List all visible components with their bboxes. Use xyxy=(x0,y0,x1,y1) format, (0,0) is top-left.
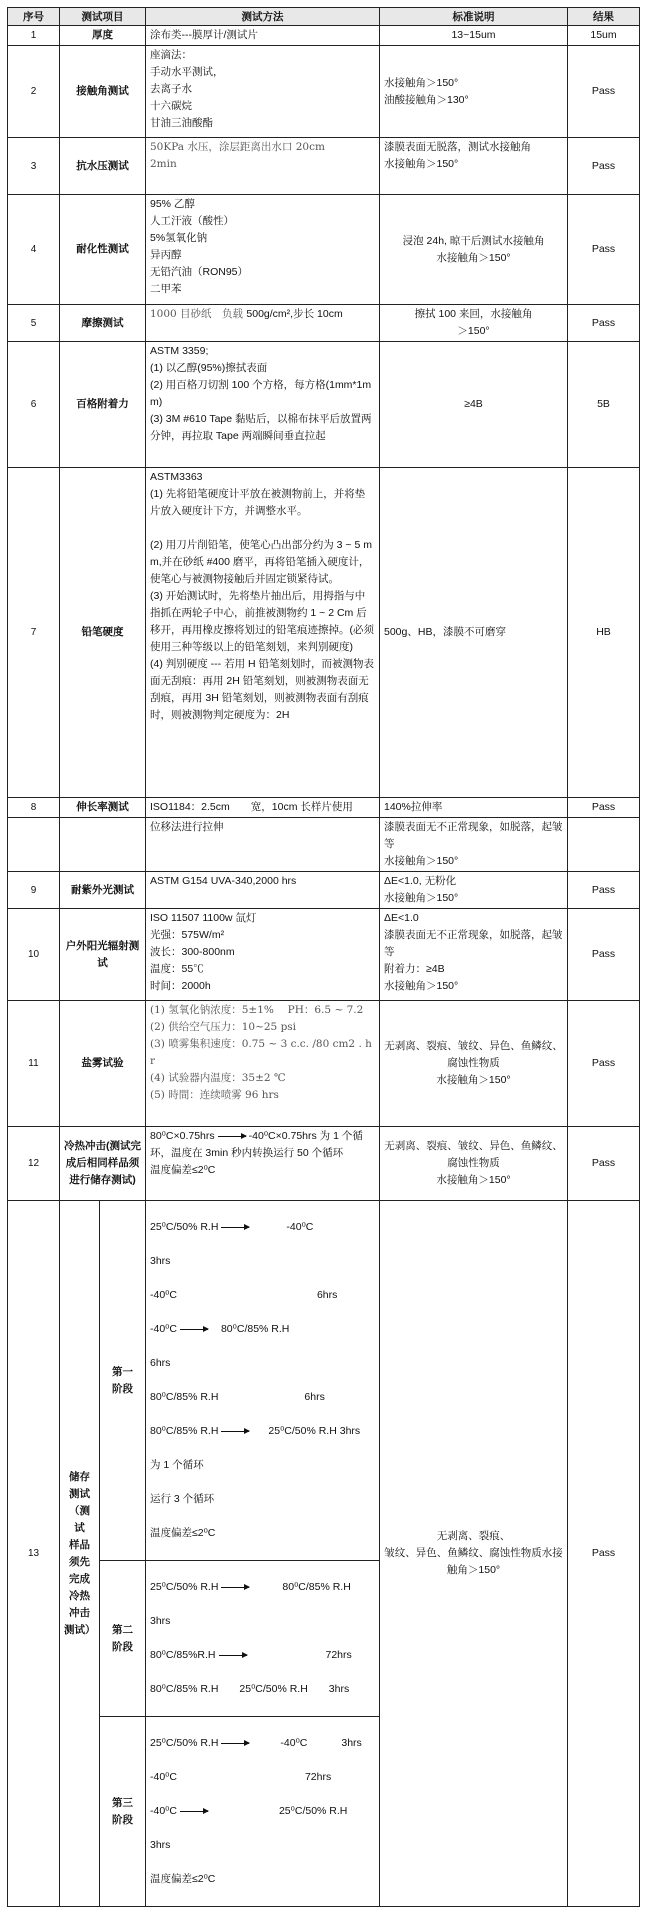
row-number: 13 xyxy=(8,1201,60,1907)
test-item: 户外阳光辐射测试 xyxy=(60,909,146,1001)
test-method: 座滴法： 手动水平测试， 去离子水 十六碳烷 甘油三油酸酯 xyxy=(146,46,380,138)
test-report-table xyxy=(7,7,639,1907)
phase-label: 第一 阶段 xyxy=(100,1201,146,1561)
test-standard: ΔE<1.0 漆膜表面无不正常现象，如脱落，起皱等 附着力：≥4B 水接触角＞150° xyxy=(380,909,568,1001)
table-row xyxy=(8,468,640,798)
test-item xyxy=(60,818,146,872)
table-row xyxy=(8,818,640,872)
test-standard: 140%拉伸率 xyxy=(380,798,568,818)
test-method xyxy=(146,1561,380,1717)
header-item: 测试项目 xyxy=(60,8,146,26)
table-row xyxy=(8,1201,640,1561)
test-result: Pass xyxy=(568,1201,640,1907)
test-standard: 13~15um xyxy=(380,26,568,46)
method-line: 80⁰C/85% R.H 6hrs xyxy=(150,1391,325,1403)
table-header-row xyxy=(8,8,640,26)
method-part-a: 1000 目砂纸 负载 xyxy=(150,308,247,320)
row-number: 12 xyxy=(8,1127,60,1201)
test-item: 抗水压测试 xyxy=(60,138,146,195)
row-number: 9 xyxy=(8,872,60,909)
test-method: ISO1184：2.5cm 宽，10cm 长样片使用 xyxy=(146,798,380,818)
table-row xyxy=(8,195,640,305)
test-item: 厚度 xyxy=(60,26,146,46)
row-number: 6 xyxy=(8,342,60,468)
test-standard: 擦拭 100 来回，水接触角 ＞150° xyxy=(380,305,568,342)
row-number: 10 xyxy=(8,909,60,1001)
table-row xyxy=(8,1127,640,1201)
test-method: 95% 乙醇 人工汗液（酸性） 5%氢氧化钠 异丙醇 无铅汽油（RON95） 二甲苯 xyxy=(146,195,380,305)
test-standard: 漆膜表面无脱落，测试水接触角 水接触角＞150° xyxy=(380,138,568,195)
table-row xyxy=(8,26,640,46)
method-line: 80⁰C/85% R.H 25⁰C/50% R.H 3hrs xyxy=(150,1425,361,1437)
test-method: 涂布类---膜厚计/测试片 xyxy=(146,26,380,46)
test-result: Pass xyxy=(568,872,640,909)
row-number: 4 xyxy=(8,195,60,305)
method-line: 为 1 个循环 xyxy=(150,1459,204,1471)
test-result: Pass xyxy=(568,1001,640,1127)
test-method: ISO 11507 1100w 氙灯 光强：575W/m² 波长：300-800nm 温度：55℃ 时间：2000h xyxy=(146,909,380,1001)
method-line: 3hrs xyxy=(150,1255,171,1267)
right-arrow-icon xyxy=(221,1587,249,1588)
method-line: 25⁰C/50% R.H 80⁰C/85% R.H xyxy=(150,1581,351,1593)
right-arrow-icon xyxy=(221,1743,249,1744)
right-arrow-icon xyxy=(219,1655,247,1656)
test-result: Pass xyxy=(568,798,640,818)
test-item: 冷热冲击(测试完成后相同样品须进行储存测试) xyxy=(60,1127,146,1201)
method-line: 3hrs xyxy=(150,1839,171,1851)
test-method xyxy=(146,1201,380,1561)
row-number: 1 xyxy=(8,26,60,46)
test-standard: 500g、HB，漆膜不可磨穿 xyxy=(380,468,568,798)
row-number xyxy=(8,818,60,872)
method-line: 6hrs xyxy=(150,1357,171,1369)
test-result: Pass xyxy=(568,305,640,342)
row-number: 5 xyxy=(8,305,60,342)
row-number: 3 xyxy=(8,138,60,195)
row-number: 2 xyxy=(8,46,60,138)
test-item: 摩擦测试 xyxy=(60,305,146,342)
method-line: 80⁰C/85%R.H 72hrs xyxy=(150,1649,352,1661)
test-item: 伸长率测试 xyxy=(60,798,146,818)
method-part-b: 500g/cm²,步长 10cm xyxy=(246,308,343,320)
method-line: 25⁰C/50% R.H -40⁰C 3hrs xyxy=(150,1737,362,1749)
test-result: Pass xyxy=(568,195,640,305)
row-number: 7 xyxy=(8,468,60,798)
row-number: 11 xyxy=(8,1001,60,1127)
right-arrow-icon xyxy=(218,1136,246,1137)
header-no: 序号 xyxy=(8,8,60,26)
header-result: 结果 xyxy=(568,8,640,26)
right-arrow-icon xyxy=(221,1431,249,1432)
right-arrow-icon xyxy=(221,1227,249,1228)
test-item: 铅笔硬度 xyxy=(60,468,146,798)
test-standard: 浸泡 24h, 晾干后测试水接触角 水接触角＞150° xyxy=(380,195,568,305)
test-result: HB xyxy=(568,468,640,798)
test-method: ASTM 3359; (1) 以乙醇(95%)擦拭表面 (2) 用百格刀切割 100 个方格，每方格(1mm*1mm) (3) 3M #610 Tape 黏贴后，以棉布抹平后放置两分钟，再拉取 Tape 两端瞬间垂直拉起 xyxy=(146,342,380,468)
test-result: Pass xyxy=(568,46,640,138)
table-row xyxy=(8,342,640,468)
test-result: Pass xyxy=(568,1127,640,1201)
table-row xyxy=(8,46,640,138)
test-method xyxy=(146,305,380,342)
test-standard: ≥4B xyxy=(380,342,568,468)
test-method xyxy=(146,1127,380,1201)
right-arrow-icon xyxy=(180,1329,208,1330)
test-result: Pass xyxy=(568,909,640,1001)
test-method: (1) 氢氧化钠浓度：5±1% PH：6.5 ~ 7.2 (2) 供给空气压力：10~25 psi (3) 喷雾集积速度：0.75 ~ 3 c.c. /80 cm2 . hr (4) 试验器内温度：35±2 ℃ (5) 時間：连续喷雾 96 hrs xyxy=(146,1001,380,1127)
test-result xyxy=(568,818,640,872)
test-method: 位移法进行拉伸 xyxy=(146,818,380,872)
test-item: 接触角测试 xyxy=(60,46,146,138)
method-part-b: -40⁰C×0.75hrs 为 1 个循环，温度在 3min 秒内转换运行 50 个循环 温度偏差≤2⁰C xyxy=(150,1130,363,1176)
method-line: -40⁰C 80⁰C/85% R.H xyxy=(150,1323,290,1335)
test-item: 储存 测试 （测试 样品 须先 完成 冷热 冲击 测试） xyxy=(60,1201,100,1907)
method-line: 运行 3 个循环 xyxy=(150,1493,215,1505)
phase-label: 第二 阶段 xyxy=(100,1561,146,1717)
test-item: 百格附着力 xyxy=(60,342,146,468)
row-number: 8 xyxy=(8,798,60,818)
method-line: 80⁰C/85% R.H 25⁰C/50% R.H 3hrs xyxy=(150,1683,350,1695)
method-line: 温度偏差≤2⁰C xyxy=(150,1527,216,1539)
method-line: 25⁰C/50% R.H -40⁰C xyxy=(150,1221,314,1233)
table-row xyxy=(8,909,640,1001)
test-method: ASTM3363 (1) 先将铅笔硬度计平放在被测物前上，并将垫片放入硬度计下方，并调整水平。 (2) 用刀片削铅笔，使笔心凸出部分约为 3 ~ 5 mm,并在砂纸 #400 磨平，再将铅笔插入硬度计，使笔心与被测物接触后并固定锁紧待试。 (3) 开始测试时，先将垫片抽出后，用拇指与中指抓在两轮子中心，前推被测物约 1 ~ 2 Cm 后移开，再用橡皮擦将划过的铅笔痕迹擦掉。(必须使用三种等级以上的铅笔刻划，来判别硬度) (4) 判别硬度 --- 若用 H 铅笔刻划时，而被测物表面无刮痕：再用 2H 铅笔刻划，则被测物表面无刮痕，再用 3H 铅笔刻划，则被测物表面有刮痕时，则被测物判定硬度为：2H xyxy=(146,468,380,798)
right-arrow-icon xyxy=(180,1811,208,1812)
method-line: 3hrs xyxy=(150,1615,171,1627)
method-part-a: 80⁰C×0.75hrs xyxy=(150,1130,215,1142)
table-row xyxy=(8,798,640,818)
method-line: 温度偏差≤2⁰C xyxy=(150,1873,216,1885)
table-row xyxy=(8,305,640,342)
method-line: -40⁰C 25⁰C/50% R.H xyxy=(150,1805,348,1817)
test-standard: 无剥离、裂痕、皱纹、异色、鱼鳞纹、腐蚀性物质 水接触角＞150° xyxy=(380,1001,568,1127)
test-standard: 无剥离、裂痕、 皱纹、异色、鱼鳞纹、腐蚀性物质水接触角＞150° xyxy=(380,1201,568,1907)
phase-label: 第三 阶段 xyxy=(100,1717,146,1907)
test-standard: 漆膜表面无不正常现象，如脱落，起皱等 水接触角＞150° xyxy=(380,818,568,872)
table-row xyxy=(8,1001,640,1127)
table-row xyxy=(8,138,640,195)
test-method: 50KPa 水压，涂层距离出水口 20cm 2min xyxy=(146,138,380,195)
test-result: Pass xyxy=(568,138,640,195)
test-standard: ΔE<1.0, 无粉化 水接触角＞150° xyxy=(380,872,568,909)
method-line: -40⁰C 6hrs xyxy=(150,1289,338,1301)
test-result: 15um xyxy=(568,26,640,46)
table-row xyxy=(8,872,640,909)
method-line: -40⁰C 72hrs xyxy=(150,1771,332,1783)
test-item: 盐雾试验 xyxy=(60,1001,146,1127)
test-standard: 无剥离、裂痕、皱纹、异色、鱼鳞纹、腐蚀性物质 水接触角＞150° xyxy=(380,1127,568,1201)
test-item: 耐紫外光测试 xyxy=(60,872,146,909)
test-method: ASTM G154 UVA-340,2000 hrs xyxy=(146,872,380,909)
header-standard: 标准说明 xyxy=(380,8,568,26)
test-standard: 水接触角＞150° 油酸接触角＞130° xyxy=(380,46,568,138)
test-item: 耐化性测试 xyxy=(60,195,146,305)
test-method xyxy=(146,1717,380,1907)
header-method: 测试方法 xyxy=(146,8,380,26)
test-result: 5B xyxy=(568,342,640,468)
